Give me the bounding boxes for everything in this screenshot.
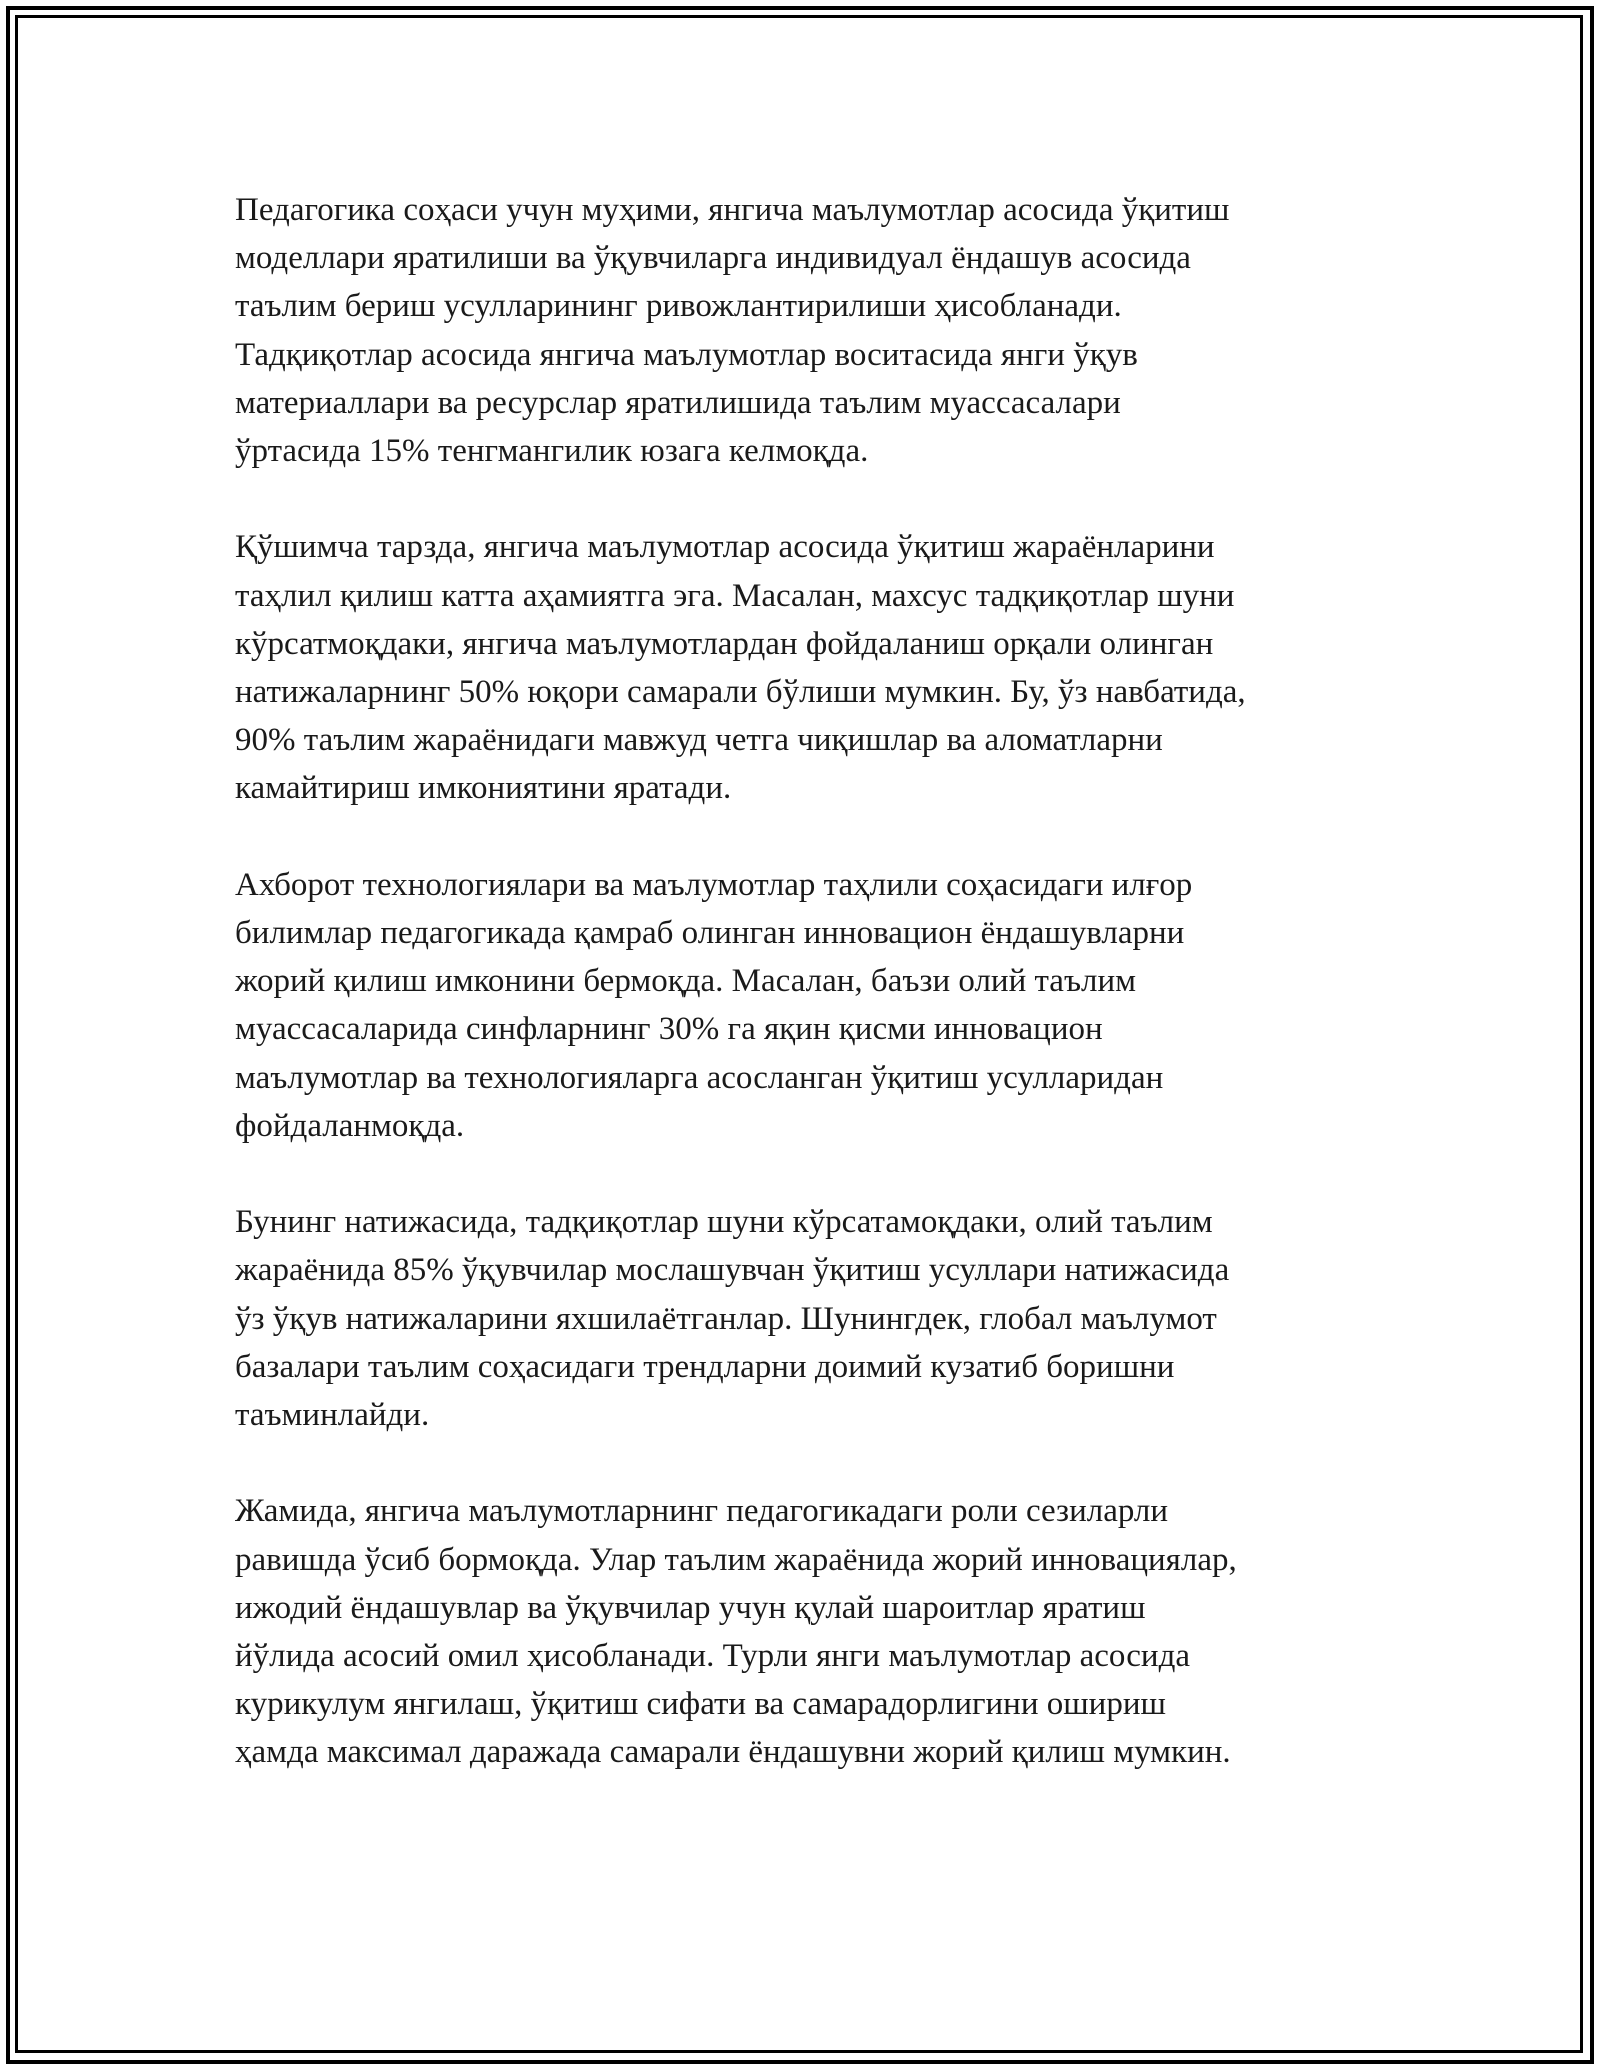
text-line: Жамида, янгича маълумотларнинг педагогикадаги роли сезиларли <box>235 1493 1169 1530</box>
paragraph-4 <box>235 1198 1375 1439</box>
text-line: Қўшимча тарзда, янгича маълумотлар асосида ўқитиш жараёнларини <box>235 529 1215 566</box>
text-line: равишда ўсиб бормоқда. Улар таълим жараёнида жорий инновациялар, <box>235 1541 1237 1578</box>
text-line: таъминлайди. <box>235 1397 430 1434</box>
text-line: Бунинг натижасида, тадқиқотлар шуни кўрсатамоқдаки, олий таълим <box>235 1204 1213 1241</box>
paragraph-2 <box>235 523 1375 812</box>
text-line: жараёнида 85% ўқувчилар мослашувчан ўқитиш усуллари натижасида <box>235 1252 1230 1289</box>
text-line: кўрсатмоқдаки, янгича маълумотлардан фойдаланиш орқали олинган <box>235 625 1214 662</box>
paragraph-5 <box>235 1487 1375 1776</box>
paragraph-1 <box>235 186 1375 475</box>
text-line: таълим бериш усулларининг ривожлантирилиши ҳисобланади. <box>235 288 1122 325</box>
text-line: йўлида асосий омил ҳисобланади. Турли янги маълумотлар асосида <box>235 1638 1191 1675</box>
text-line: ҳамда максимал даражада самарали ёндашувни жорий қилиш мумкин. <box>235 1734 1231 1771</box>
text-line: билимлар педагогикада қамраб олинган инновацион ёндашувларни <box>235 915 1185 952</box>
text-line: ўртасида 15% тенгмангилик юзага келмоқда. <box>235 433 869 470</box>
text-line: ўз ўқув натижаларини яхшилаётганлар. Шунингдек, глобал маълумот <box>235 1300 1217 1337</box>
document-body <box>235 186 1375 1825</box>
text-line: таҳлил қилиш катта аҳамиятга эга. Масалан, махсус тадқиқотлар шуни <box>235 577 1235 614</box>
text-line: жорий қилиш имконини бермоқда. Масалан, баъзи олий таълим <box>235 963 1137 1000</box>
text-line: камайтириш имкониятини яратади. <box>235 770 732 807</box>
text-line: фойдаланмоқда. <box>235 1107 465 1144</box>
text-line: Педагогика соҳаси учун муҳими, янгича маълумотлар асосида ўқитиш <box>235 192 1230 228</box>
text-line: 90% таълим жараёнидаги мавжуд четга чиқишлар ва аломатларни <box>235 722 1163 759</box>
text-line: натижаларнинг 50% юқори самарали бўлиши мумкин. Бу, ўз навбатида, <box>235 674 1246 711</box>
text-line: Ахборот технологиялари ва маълумотлар таҳлили соҳасидаги илғор <box>235 866 1193 903</box>
paragraph-3 <box>235 861 1375 1150</box>
text-line: муассасаларида синфларнинг 30% га яқин қисми инновацион <box>235 1011 1103 1048</box>
text-line: Тадқиқотлар асосида янгича маълумотлар воситасида янги ўқув <box>235 336 1138 373</box>
text-line: материаллари ва ресурслар яратилишида таълим муассасалари <box>235 384 1121 421</box>
text-line: ижодий ёндашувлар ва ўқувчилар учун қулай шароитлар яратиш <box>235 1589 1146 1626</box>
text-line: курикулум янгилаш, ўқитиш сифати ва самарадорлигини ошириш <box>235 1686 1166 1723</box>
text-line: моделлари яратилиши ва ўқувчиларга индивидуал ёндашув асосида <box>235 240 1191 277</box>
text-line: базалари таълим соҳасидаги трендларни доимий кузатиб боришни <box>235 1348 1175 1385</box>
text-line: маълумотлар ва технологияларга асосланган ўқитиш усулларидан <box>235 1059 1164 1096</box>
